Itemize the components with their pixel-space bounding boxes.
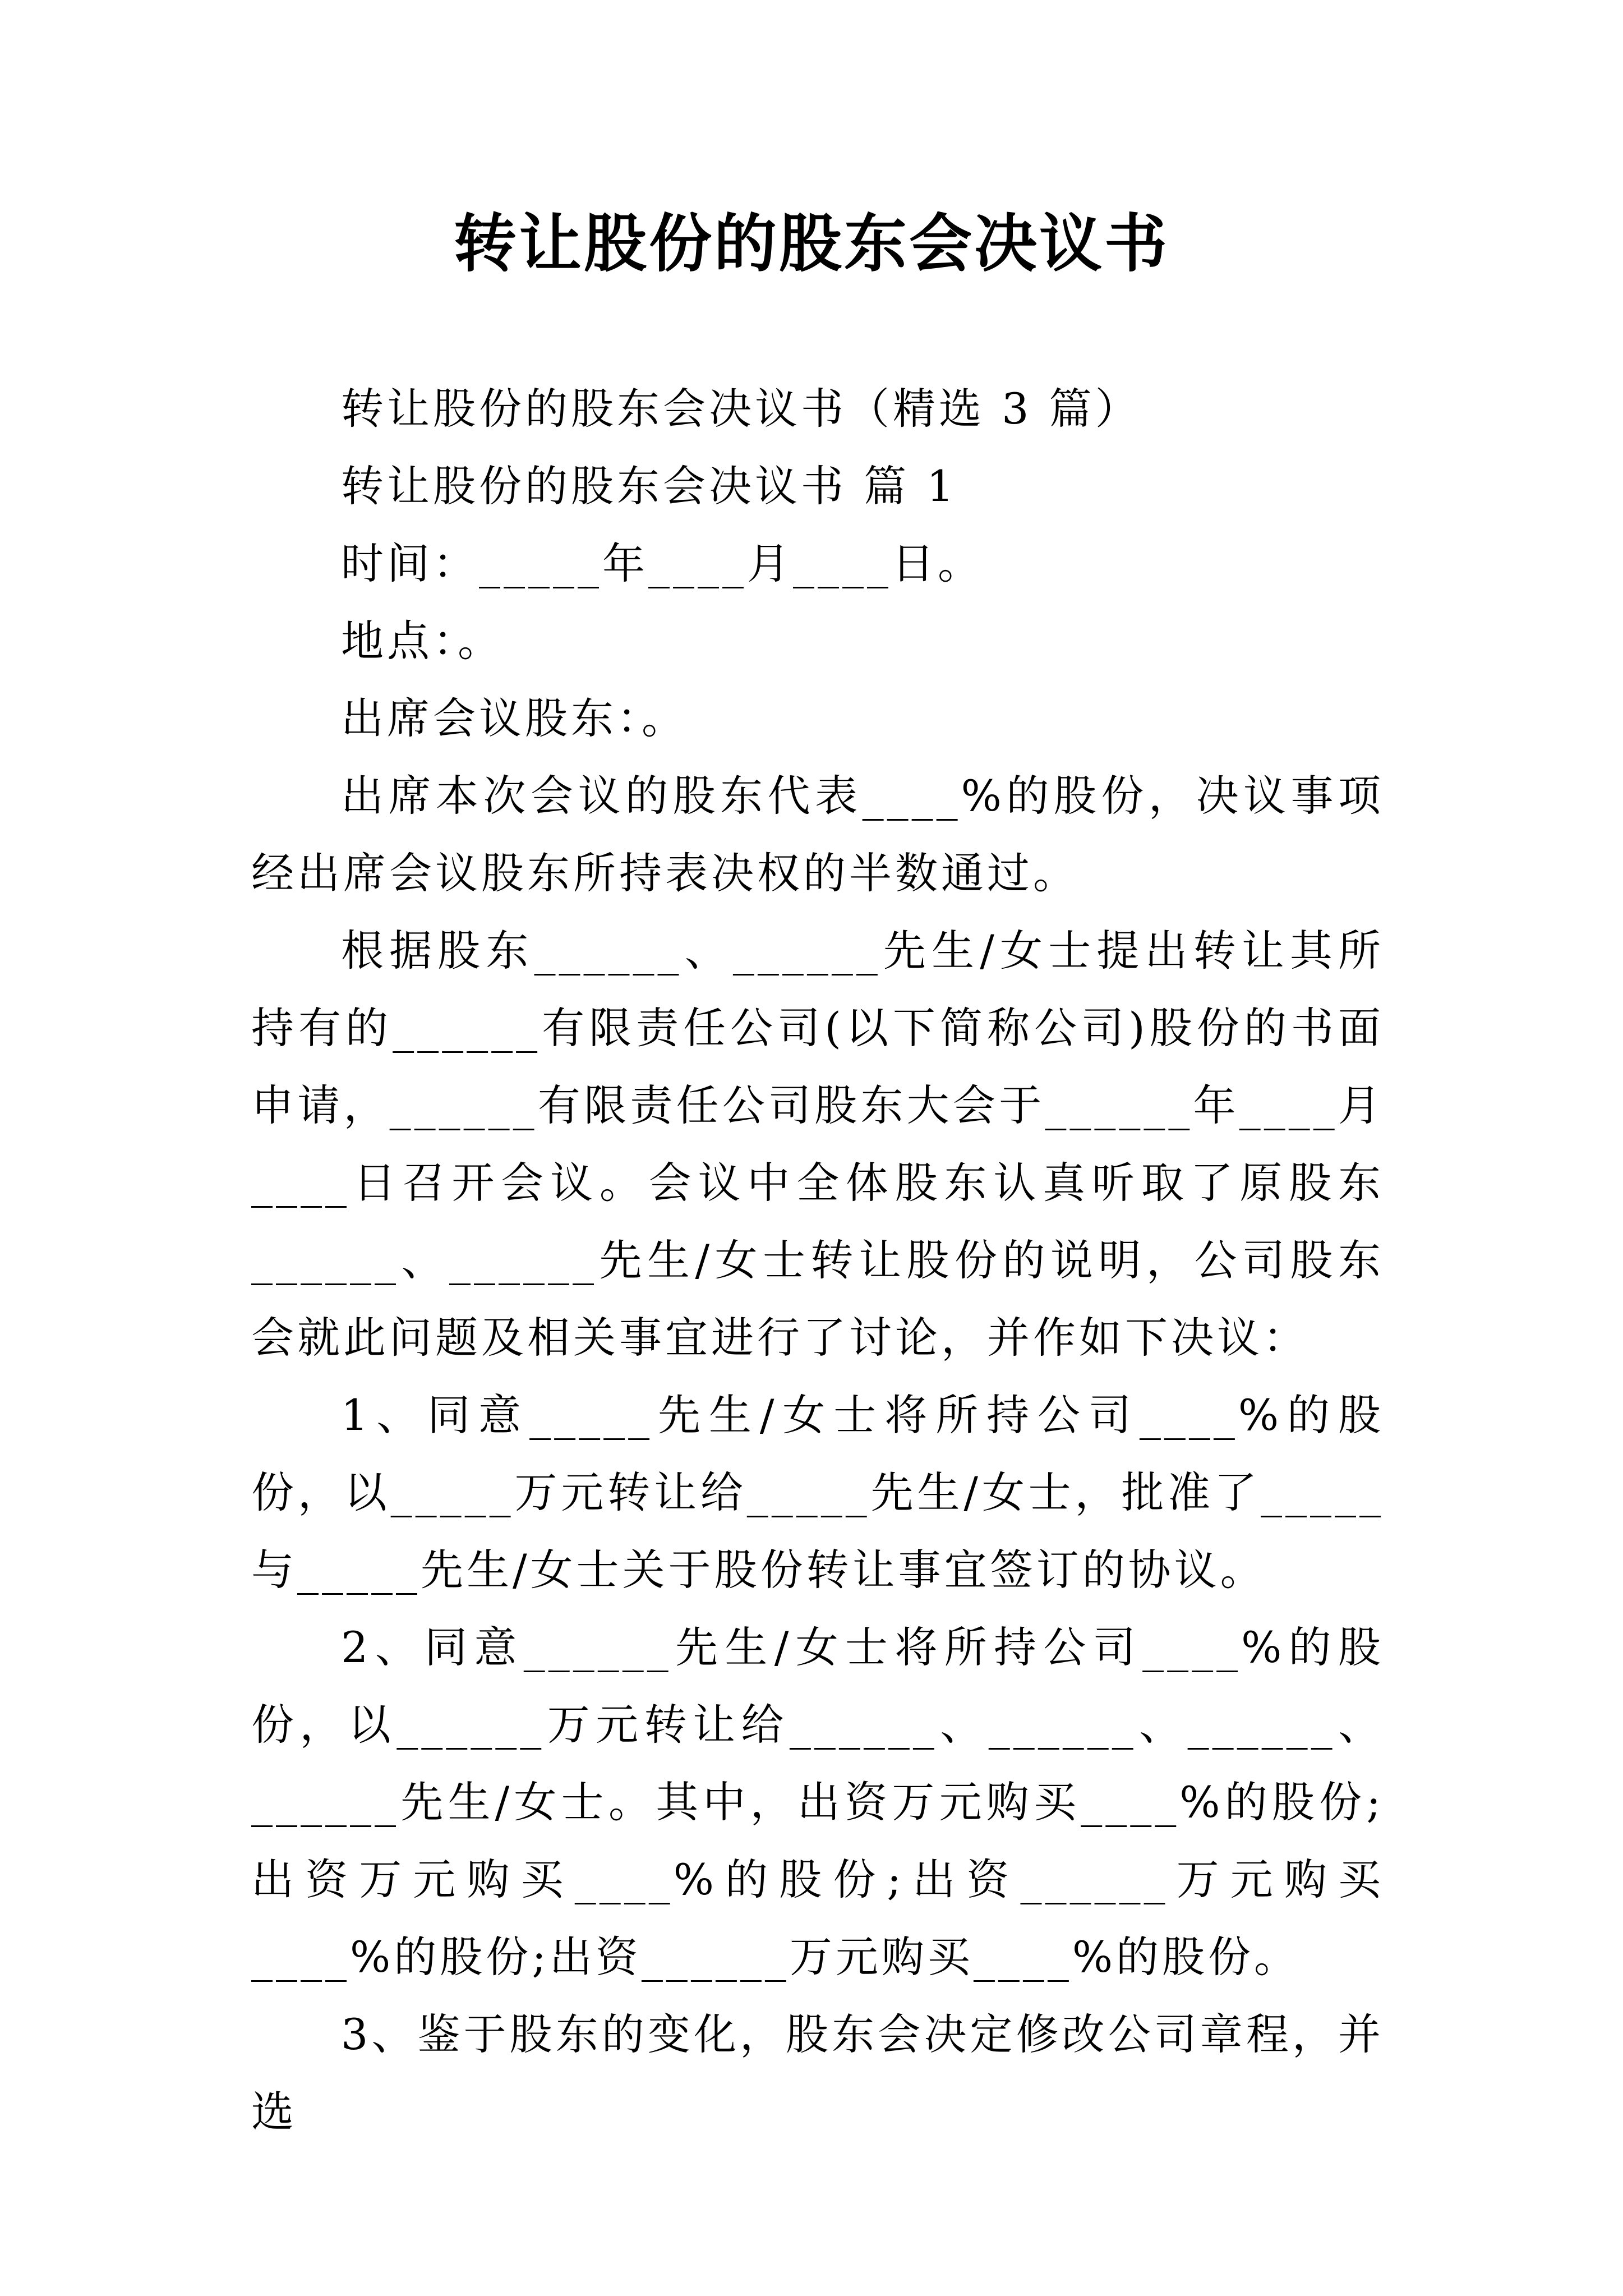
meeting-time: 时间：_____年____月____日。 bbox=[341, 539, 984, 588]
background-paragraph: 根据股东______、______先生/女士提出转让其所持有的______有限责任公司(以下简称公司)股份的书面申请，______有限责任公司股东大会于______年____月____日召开会议。会议中全体股东认真听取了原股东______、______先生/女士转让股份的说明，公司股东会就此问题及相关事宜进行了讨论，并作如下决议： bbox=[251, 926, 1384, 1363]
resolution-item-2: 2、同意______先生/女士将所持公司____%的股份，以______万元转让给______、______、______、______先生/女士。其中，出资万元购买____%的股份;出资万元购买____%的股份;出资______万元购买____%的股份;出资______万元购买____%的股份。 bbox=[251, 1622, 1384, 1982]
section-heading: 转让股份的股东会决议书 篇 1 bbox=[341, 461, 957, 511]
meeting-location: 地点：。 bbox=[341, 616, 504, 666]
subtitle-paragraph: 转让股份的股东会决议书（精选 3 篇） bbox=[341, 384, 1141, 434]
resolution-item-1: 1、同意_____先生/女士将所持公司____%的股份，以_____万元转让给_____先生/女士，批准了_____与_____先生/女士关于股份转让事宜签订的协议。 bbox=[251, 1390, 1384, 1595]
document-title: 转让股份的股东会决议书 bbox=[454, 207, 1169, 280]
document-body bbox=[251, 370, 1384, 2151]
attending-shareholders: 出席会议股东：。 bbox=[341, 693, 688, 743]
resolution-item-3: 3、鉴于股东的变化，股东会决定修改公司章程，并选 bbox=[251, 2009, 1384, 2137]
voting-paragraph: 出席本次会议的股东代表____%的股份，决议事项经出席会议股东所持表决权的半数通过。 bbox=[251, 771, 1384, 898]
